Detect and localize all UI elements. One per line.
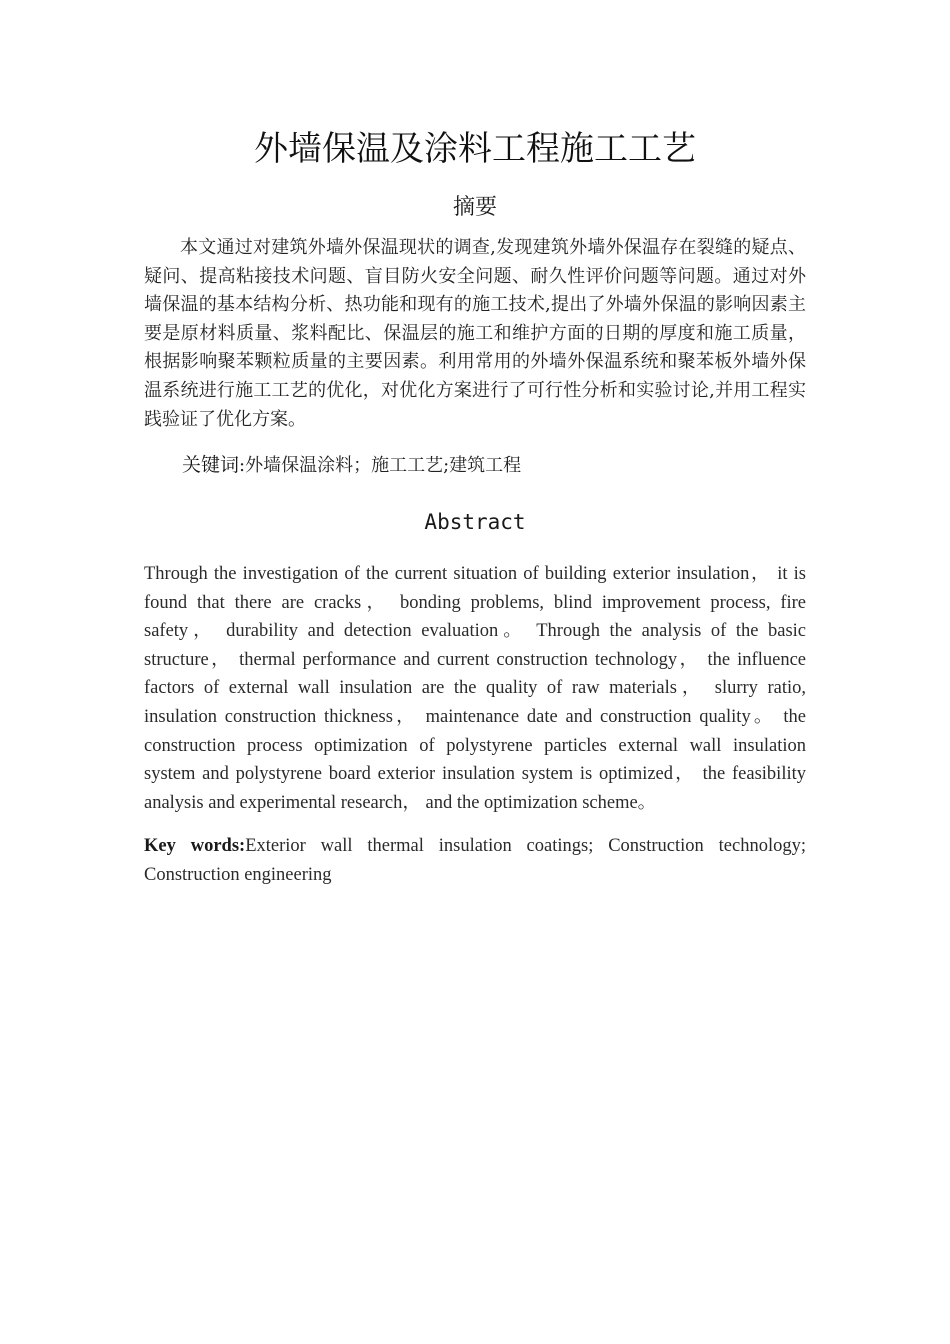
chinese-keywords-text: :外墙保温涂料；施工工艺;建筑工程 xyxy=(239,455,522,476)
english-keywords-label: Key words: xyxy=(144,836,246,856)
english-abstract-body: Through the investigation of the current situation of building exterior insulation， it is found that there are cracks， bonding problems, blind improvement process, fire safety， durability and detection evaluation。 Through the analysis of the basic structure， thermal performance and current construction technology， the influence factors of external wall insulation are the quality of raw materials， slurry ratio, insulation construction thickness， maintenance date and construction quality。 the construction process optimization of polystyrene particles external wall insulation system and polystyrene board exterior insulation system is optimized， the feasibility analysis and experimental research， and the optimization scheme。 xyxy=(144,564,806,813)
english-keywords-text: Exterior wall thermal insulation coatings; Construction technology; Construction engineering xyxy=(144,836,806,885)
document-title: 外墙保温及涂料工程施工工艺 xyxy=(254,129,696,169)
chinese-keywords xyxy=(182,451,806,480)
chinese-keywords-label: 关键词 xyxy=(182,454,240,476)
chinese-abstract-body: 本文通过对建筑外墙外保温现状的调查,发现建筑外墙外保温存在裂缝的疑点、疑问、提高粘接技术问题、盲目防火安全问题、耐久性评价问题等问题。通过对外墙保温的基本结构分析、热功能和现有的施工技术,提出了外墙外保温的影响因素主要是原材料质量、浆料配比、保温层的施工和维护方面的日期的厚度和施工质量，根据影响聚苯颗粒质量的主要因素。利用常用的外墙外保温系统和聚苯板外墙外保温系统进行施工工艺的优化，对优化方案进行了可行性分析和实验讨论,并用工程实践验证了优化方案。 xyxy=(144,237,806,430)
chinese-abstract-heading: 摘要 xyxy=(452,195,497,220)
english-abstract-heading: Abstract xyxy=(424,510,526,534)
english-keywords xyxy=(144,832,806,889)
